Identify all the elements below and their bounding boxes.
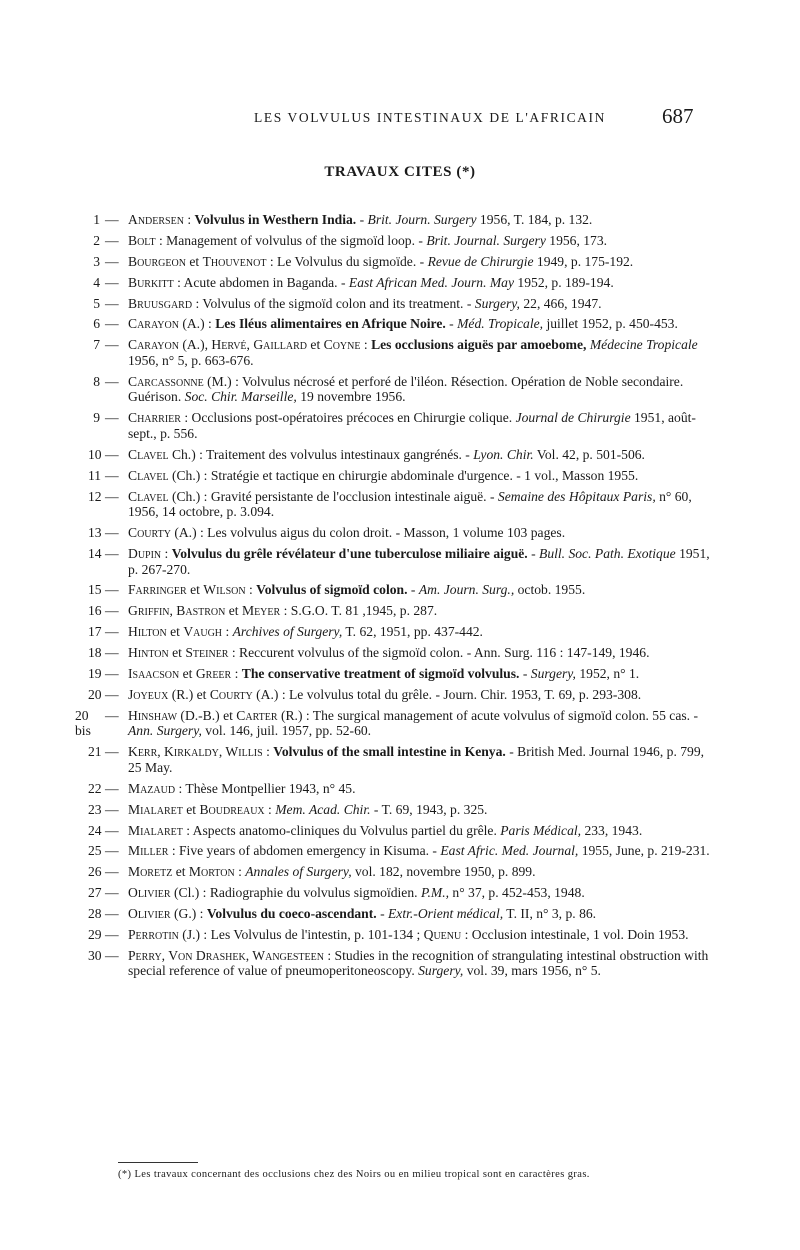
reference-text — [128, 374, 712, 405]
reference-segment: : Reccurent volvulus of the sigmoïd colon. - Ann. Surg. 116 : 147-149, 1946. — [228, 645, 650, 661]
reference-segment: (R.) et — [168, 686, 210, 702]
reference-segment: 19 novembre 1956. — [296, 389, 406, 405]
reference-item — [88, 948, 712, 979]
reference-segment: : — [231, 666, 242, 681]
reference-segment: et — [179, 666, 196, 681]
author-name: Hilton — [128, 624, 167, 640]
author-name: Andersen — [128, 212, 184, 227]
reference-text — [128, 687, 712, 703]
reference-segment: : — [262, 744, 274, 760]
reference-text — [128, 624, 712, 640]
reference-item — [88, 864, 712, 880]
reference-item — [88, 744, 712, 775]
reference-number: 15 — [88, 582, 102, 598]
reference-segment: 1955, June, p. 219-231. — [578, 843, 710, 859]
reference-list — [75, 212, 712, 984]
journal-name: Soc. Chir. Marseille, — [184, 389, 297, 405]
journal-name: P.M., — [420, 885, 450, 901]
author-name: Courty — [209, 686, 253, 702]
reference-number: 4 — [93, 274, 100, 290]
author-name: Carcassonne — [128, 373, 204, 389]
author-name: Quenu — [423, 926, 462, 942]
author-name: Morton — [188, 864, 235, 880]
journal-name: Brit. Journ. Surgery — [367, 212, 477, 227]
reference-segment: : Aspects anatomo-cliniques du Volvulus partiel du grêle. — [182, 822, 501, 838]
author-name: Boudreaux — [199, 801, 265, 817]
reference-segment: : Five years of abdomen emergency in Kisuma. - — [168, 843, 441, 859]
reference-segment: et — [182, 801, 200, 817]
reference-number: 26 — [88, 864, 102, 880]
reference-text — [128, 546, 712, 577]
reference-item — [88, 316, 712, 332]
reference-segment: - British Med. Journal 1946, p. 799, 25 May. — [128, 744, 705, 775]
reference-dash: — — [105, 488, 119, 504]
reference-dash: — — [105, 582, 119, 598]
reference-item — [88, 927, 712, 943]
reference-dash: — — [105, 373, 119, 389]
reference-item — [88, 582, 712, 598]
reference-text — [128, 296, 712, 312]
author-name: Olivier — [128, 885, 171, 901]
reference-text — [128, 410, 712, 441]
reference-dash: — — [105, 525, 119, 541]
reference-segment: 1949, p. 175-192. — [533, 253, 634, 269]
reference-dash: — — [105, 467, 119, 483]
author-name: Coyne — [323, 337, 361, 353]
reference-segment: : — [161, 545, 172, 561]
reference-dash: — — [105, 295, 119, 311]
reference-number: 7 — [93, 337, 100, 353]
reference-segment: (Ch.) : Stratégie et tactique en chirurgie abdominale d'urgence. - 1 vol., Masson 1955. — [168, 467, 639, 483]
reference-item — [88, 374, 712, 405]
author-name: Vaugh — [183, 624, 223, 640]
author-name: Wilson — [203, 582, 246, 598]
reference-segment: : Occlusion intestinale, 1 vol. Doin 1953. — [461, 926, 689, 942]
reference-segment: (A.), — [178, 337, 212, 353]
reference-dash: — — [105, 801, 119, 817]
reference-text — [128, 468, 712, 484]
reference-segment: 1956, 173. — [545, 232, 608, 248]
reference-dash: — — [105, 864, 119, 880]
reference-item — [88, 823, 712, 839]
author-name: Greer — [195, 666, 232, 681]
journal-name: Semaine des Hôpitaux Paris, — [497, 488, 656, 504]
reference-number: 20 bis — [75, 707, 91, 739]
journal-name: Paris Médical, — [500, 822, 582, 838]
reference-item — [88, 212, 712, 228]
reference-dash: — — [105, 666, 119, 681]
reference-dash: — — [105, 316, 119, 332]
reference-segment: T. 62, 1951, pp. 437-442. — [342, 624, 483, 640]
reference-dash: — — [105, 686, 119, 702]
journal-name: Brit. Journal. Surgery — [426, 232, 546, 248]
reference-segment: (D.-B.) et — [177, 707, 237, 723]
author-name: Charrier — [128, 410, 181, 426]
journal-name: Surgery, — [418, 963, 464, 979]
reference-segment: : — [234, 864, 246, 880]
reference-number: 25 — [88, 843, 102, 859]
reference-number: 11 — [88, 467, 102, 483]
author-name: Dupin — [128, 545, 162, 561]
reference-segment: et — [168, 645, 186, 661]
bold-title: Volvulus of sigmoïd colon. — [256, 582, 408, 598]
reference-segment: - — [376, 906, 388, 922]
reference-number: 27 — [88, 885, 102, 901]
reference-text — [128, 802, 712, 818]
reference-number: 9 — [93, 410, 100, 426]
reference-item — [88, 337, 712, 368]
author-name: Miller — [128, 843, 169, 859]
reference-number: 23 — [88, 801, 102, 817]
reference-dash: — — [105, 744, 119, 760]
reference-item — [88, 296, 712, 312]
journal-name: Médecine Tropicale — [589, 337, 698, 353]
reference-segment: (A.) : Le volvulus total du grêle. - Journ. Chir. 1953, T. 69, p. 293-308. — [252, 686, 642, 702]
reference-text — [128, 781, 712, 797]
reference-segment: 1951, août-sept., p. 556. — [128, 410, 696, 441]
reference-text — [128, 489, 712, 520]
author-name: Hervé, Gaillard — [211, 337, 308, 353]
reference-text — [128, 447, 712, 463]
reference-segment: et — [225, 603, 242, 619]
reference-item — [88, 275, 712, 291]
reference-segment: - — [519, 666, 531, 681]
author-name: Perrotin — [128, 926, 179, 942]
author-name: Kerr, Kirkaldy, Willis — [128, 744, 263, 760]
reference-segment: vol. 146, juil. 1957, pp. 52-60. — [201, 723, 372, 739]
reference-dash: — — [105, 926, 119, 942]
reference-segment: octob. 1955. — [514, 582, 586, 598]
journal-name: Surgery, — [530, 666, 576, 681]
reference-text — [128, 885, 712, 901]
author-name: Clavel — [128, 467, 169, 483]
reference-text — [128, 823, 712, 839]
reference-segment: T. II, n° 3, p. 86. — [503, 906, 597, 922]
reference-text — [128, 337, 712, 368]
reference-item — [88, 603, 712, 619]
reference-text — [128, 603, 712, 619]
reference-text — [128, 525, 712, 541]
author-name: Courty — [128, 525, 171, 541]
journal-name: Extr.-Orient médical, — [388, 906, 504, 922]
reference-text — [128, 254, 712, 270]
journal-name: Revue de Chirurgie — [427, 253, 534, 269]
reference-item — [88, 525, 712, 541]
author-name: Bolt — [128, 232, 156, 248]
reference-item — [88, 666, 712, 682]
author-name: Bruusgard — [128, 295, 193, 311]
reference-dash: — — [105, 603, 119, 619]
reference-segment: 1952, p. 189-194. — [514, 274, 614, 290]
journal-name: Ann. Surgery, — [128, 723, 202, 739]
reference-dash: — — [105, 253, 119, 269]
reference-dash: — — [105, 410, 119, 426]
reference-text — [128, 275, 712, 291]
reference-segment: et — [166, 624, 184, 640]
reference-text — [128, 582, 712, 598]
reference-segment: vol. 182, novembre 1950, p. 899. — [351, 864, 536, 880]
reference-segment: 1956, n° 5, p. 663-676. — [128, 352, 254, 368]
author-name: Isaacson — [128, 666, 180, 681]
reference-number: 1 — [93, 212, 100, 227]
bold-title: Volvulus du grêle révélateur d'une tuberculose miliaire aiguë. — [171, 545, 528, 561]
reference-segment: (M.) : Volvulus nécrosé et perforé de l'iléon. Résection. Opération de Noble secondaire. Guérison. — [128, 373, 684, 405]
footnote-rule — [118, 1162, 198, 1163]
reference-number: 18 — [88, 645, 102, 661]
author-name: Bourgeon — [128, 253, 186, 269]
reference-number: 21 — [88, 744, 102, 760]
reference-item — [88, 843, 712, 859]
reference-item — [88, 489, 712, 520]
reference-dash: — — [105, 707, 119, 723]
reference-number: 19 — [88, 666, 102, 681]
author-name: Carter — [236, 707, 278, 723]
reference-text — [128, 948, 712, 979]
reference-item — [88, 802, 712, 818]
reference-number: 29 — [88, 926, 102, 942]
reference-item — [88, 447, 712, 463]
reference-segment: (Ch.) : Gravité persistante de l'occlusion intestinale aiguë. - — [168, 488, 498, 504]
reference-segment: : — [222, 624, 233, 640]
reference-item — [88, 906, 712, 922]
page-number: 687 — [662, 104, 694, 128]
reference-dash: — — [105, 885, 119, 901]
reference-number: 30 — [88, 947, 102, 963]
bold-title: Volvulus of the small intestine in Kenya. — [273, 744, 506, 760]
reference-text — [128, 212, 712, 228]
footnote: (*) Les travaux concernant des occlusions chez des Noirs ou en milieu tropical sont en caractères gras. — [118, 1169, 590, 1180]
reference-segment: : Management of volvulus of the sigmoïd loop. - — [155, 232, 427, 248]
reference-item — [88, 233, 712, 249]
author-name: Mialaret — [128, 801, 183, 817]
reference-segment: 1951, p. 267-270. — [128, 545, 710, 577]
author-name: Carayon — [128, 337, 179, 353]
bold-title: Les occlusions aiguës par amoebome, — [371, 337, 587, 353]
reference-segment: n° 60, 1956, 14 octobre, p. 3.094. — [128, 488, 692, 520]
reference-item — [88, 645, 712, 661]
reference-number: 12 — [88, 488, 102, 504]
author-name: Perry, Von Drashek, Wangesteen — [128, 947, 324, 963]
reference-number: 6 — [93, 316, 100, 332]
reference-segment: (A.) : — [178, 316, 216, 332]
journal-name: Annales of Surgery, — [245, 864, 352, 880]
reference-dash: — — [105, 446, 119, 462]
bold-title: Volvulus du coeco-ascendant. — [206, 906, 377, 922]
reference-item — [88, 885, 712, 901]
reference-segment: (G.) : — [170, 906, 207, 922]
reference-number: 14 — [88, 545, 102, 561]
reference-segment: : — [264, 801, 276, 817]
reference-dash: — — [105, 780, 119, 796]
reference-segment: 1956, T. 184, p. 132. — [476, 212, 593, 227]
reference-segment: : Le Volvulus du sigmoïde. - — [266, 253, 428, 269]
reference-segment: 233, 1943. — [581, 822, 643, 838]
reference-text — [128, 927, 712, 943]
journal-name: Lyon. Chir. — [473, 446, 534, 462]
reference-text — [128, 843, 712, 859]
reference-item — [88, 468, 712, 484]
journal-name: Surgery, — [474, 295, 520, 311]
author-name: Meyer — [241, 603, 281, 619]
reference-dash: — — [105, 906, 119, 922]
reference-dash: — — [105, 274, 119, 290]
reference-dash: — — [105, 822, 119, 838]
reference-segment: vol. 39, mars 1956, n° 5. — [463, 963, 601, 979]
reference-text — [128, 233, 712, 249]
reference-dash: — — [105, 843, 119, 859]
reference-number: 13 — [88, 525, 102, 541]
reference-segment: et — [172, 864, 189, 880]
reference-segment: : — [360, 337, 372, 353]
reference-segment: 22, 466, 1947. — [519, 295, 602, 311]
reference-segment: (J.) : Les Volvulus de l'intestin, p. 101-134 ; — [178, 926, 424, 942]
running-head: LES VOLVULUS INTESTINAUX DE L'AFRICAIN — [254, 110, 606, 125]
reference-dash: — — [105, 337, 119, 353]
author-name: Moretz — [128, 864, 173, 880]
reference-text — [128, 744, 712, 775]
author-name: Hinton — [128, 645, 169, 661]
reference-text — [128, 864, 712, 880]
reference-number: 17 — [88, 624, 102, 640]
author-name: Mazaud — [128, 780, 176, 796]
reference-number: 2 — [93, 232, 100, 248]
author-name: Thouvenot — [202, 253, 267, 269]
journal-name: East African Med. Journ. May — [348, 274, 515, 290]
bold-title: Volvulus in Westhern India. — [194, 212, 357, 227]
reference-segment: Vol. 42, p. 501-506. — [533, 446, 645, 462]
reference-dash: — — [105, 947, 119, 963]
reference-number: 3 — [93, 253, 100, 269]
reference-segment: et — [186, 582, 204, 598]
journal-name: Mem. Acad. Chir. — [275, 801, 371, 817]
bold-title: Les Iléus alimentaires en Afrique Noire. — [215, 316, 446, 332]
author-name: Clavel — [128, 446, 169, 462]
reference-text — [128, 666, 712, 682]
reference-item — [88, 410, 712, 441]
reference-number: 5 — [93, 295, 100, 311]
journal-name: Journal de Chirurgie — [515, 410, 631, 426]
author-name: Steiner — [185, 645, 229, 661]
reference-segment: n° 37, p. 452-453, 1948. — [449, 885, 585, 901]
reference-item — [88, 687, 712, 703]
reference-segment: - T. 69, 1943, p. 325. — [370, 801, 488, 817]
reference-number: 8 — [93, 373, 100, 389]
reference-dash: — — [105, 624, 119, 640]
journal-name: Méd. Tropicale, — [457, 316, 544, 332]
author-name: Farringer — [128, 582, 187, 598]
author-name: Hinshaw — [128, 707, 178, 723]
reference-number: 22 — [88, 780, 102, 796]
reference-segment: - — [445, 316, 458, 332]
reference-item — [88, 781, 712, 797]
author-name: Joyeux — [128, 686, 169, 702]
reference-segment: : — [183, 212, 195, 227]
journal-name: Archives of Surgery, — [232, 624, 343, 640]
reference-segment: juillet 1952, p. 450-453. — [543, 316, 678, 332]
reference-segment: - — [407, 582, 419, 598]
reference-segment: - — [527, 545, 540, 561]
author-name: Mialaret — [128, 822, 183, 838]
reference-segment: et — [185, 253, 203, 269]
reference-segment: : Studies in the recognition of strangulating intestinal obstruction with special reference of value of pneumoperitoneoscopy. — [128, 947, 709, 979]
reference-text — [128, 906, 712, 922]
reference-segment: : S.G.O. T. 81 ,1945, p. 287. — [280, 603, 438, 619]
reference-dash: — — [105, 212, 119, 227]
journal-name: Bull. Soc. Path. Exotique — [539, 545, 676, 561]
reference-dash: — — [105, 645, 119, 661]
reference-segment: : — [245, 582, 257, 598]
reference-text — [128, 645, 712, 661]
reference-number: 24 — [88, 822, 102, 838]
bold-title: The conservative treatment of sigmoïd volvulus. — [241, 666, 520, 681]
reference-segment: et — [307, 337, 324, 353]
author-name: Olivier — [128, 906, 171, 922]
reference-number: 16 — [88, 603, 102, 619]
reference-segment: (A.) : Les volvulus aigus du colon droit. - Masson, 1 volume 103 pages. — [170, 525, 566, 541]
journal-name: Am. Journ. Surg., — [418, 582, 515, 598]
author-name: Griffin, Bastron — [128, 603, 226, 619]
reference-segment: (Cl.) : Radiographie du volvulus sigmoïdien. — [170, 885, 421, 901]
reference-item — [75, 707, 712, 739]
reference-item — [88, 624, 712, 640]
author-name: Clavel — [128, 488, 169, 504]
section-title: TRAVAUX CITES (*) — [324, 164, 476, 180]
reference-text — [128, 316, 712, 332]
reference-dash: — — [105, 545, 119, 561]
reference-number: 20 — [88, 686, 102, 702]
reference-number: 10 — [88, 446, 102, 462]
author-name: Carayon — [128, 316, 179, 332]
reference-segment: : Acute abdomen in Baganda. - — [173, 274, 349, 290]
reference-segment: - — [356, 212, 368, 227]
reference-segment: : Occlusions post-opératoires précoces en Chirurgie colique. — [180, 410, 516, 426]
reference-segment: (R.) : The surgical management of acute volvulus of sigmoïd colon. 55 cas. - — [277, 707, 698, 723]
reference-text — [128, 708, 712, 739]
reference-number: 28 — [88, 906, 102, 922]
reference-segment: 1952, n° 1. — [575, 666, 640, 681]
reference-item — [88, 254, 712, 270]
reference-dash: — — [105, 232, 119, 248]
reference-item — [88, 546, 712, 577]
reference-segment: Ch.) : Traitement des volvulus intestinaux gangrénés. - — [168, 446, 474, 462]
reference-segment: : Thèse Montpellier 1943, n° 45. — [175, 780, 356, 796]
reference-segment: : Volvulus of the sigmoïd colon and its treatment. - — [192, 295, 475, 311]
author-name: Burkitt — [128, 274, 174, 290]
journal-name: East Afric. Med. Journal, — [440, 843, 579, 859]
